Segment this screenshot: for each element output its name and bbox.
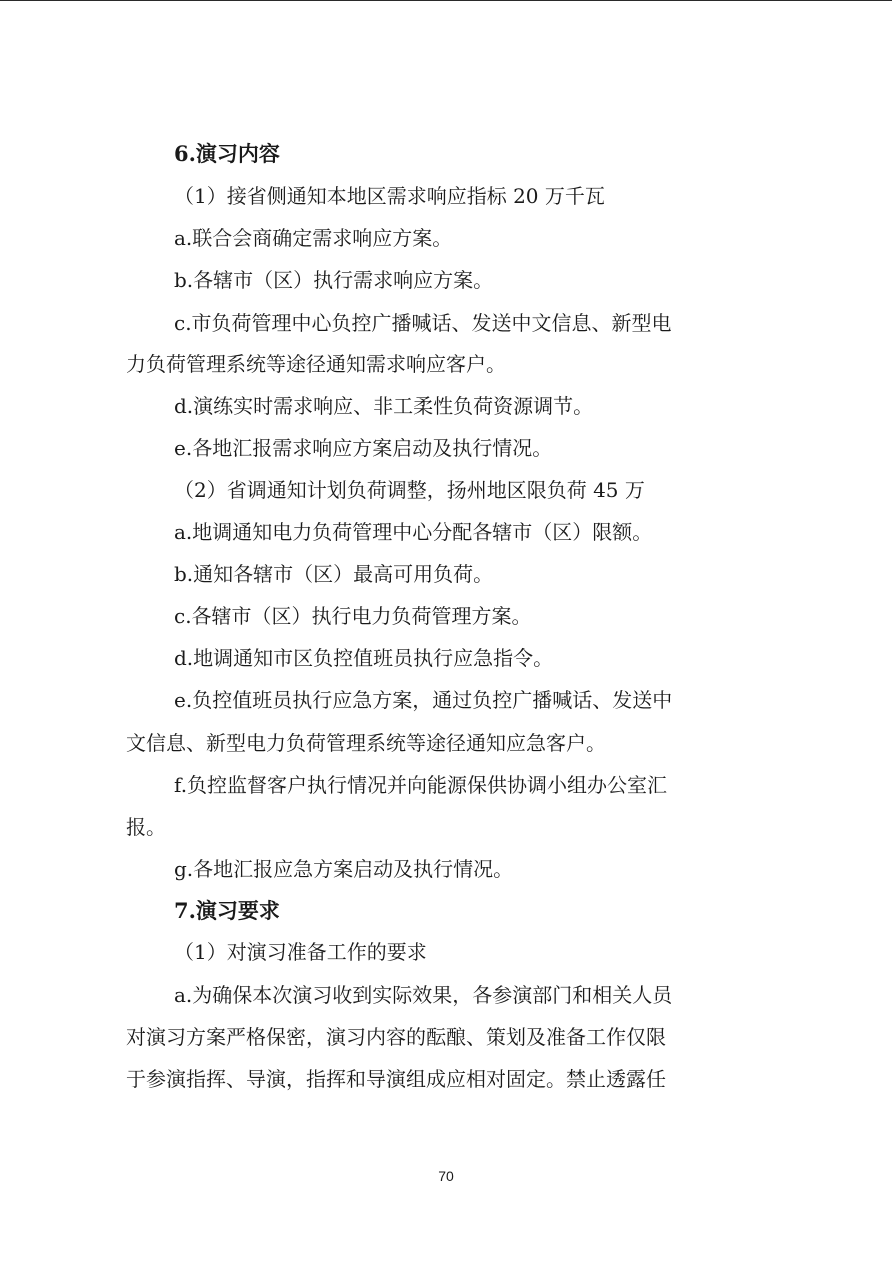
section-6-item-2-b: b.通知各辖市（区）最高可用负荷。 (174, 562, 494, 586)
section-7-item-1-a-line-3: 于参演指挥、导演，指挥和导演组成应相对固定。禁止透露任 (126, 1067, 666, 1091)
section-6-item-1-title: （1）接省侧通知本地区需求响应指标 20 万千瓦 (174, 184, 605, 208)
section-6-heading: 6.演习内容 (174, 141, 280, 166)
section-7-item-1-title: （1）对演习准备工作的要求 (174, 940, 427, 964)
section-6-item-1-e: e.各地汇报需求响应方案启动及执行情况。 (174, 436, 553, 460)
section-6-item-1-d: d.演练实时需求响应、非工柔性负荷资源调节。 (174, 394, 594, 418)
section-6-item-1-a: a.联合会商确定需求响应方案。 (174, 226, 453, 250)
section-6-item-2-f-line-2: 报。 (126, 815, 166, 839)
section-6-item-2-g: g.各地汇报应急方案启动及执行情况。 (174, 857, 514, 881)
section-6-item-2-c: c.各辖市（区）执行电力负荷管理方案。 (174, 604, 532, 628)
section-6-item-2-f-line-1: f.负控监督客户执行情况并向能源保供协调小组办公室汇 (174, 773, 668, 797)
section-7-item-1-a-line-2: 对演习方案严格保密，演习内容的酝酿、策划及准备工作仅限 (126, 1025, 666, 1049)
section-6-item-2-title: （2）省调通知计划负荷调整，扬州地区限负荷 45 万 (174, 478, 645, 502)
section-6-item-2-e-line-1: e.负控值班员执行应急方案，通过负控广播喊话、发送中 (174, 688, 673, 712)
section-6-item-1-c-line-2: 力负荷管理系统等途径通知需求响应客户。 (126, 352, 506, 376)
section-7-heading: 7.演习要求 (174, 898, 280, 923)
section-6-item-2-d: d.地调通知市区负控值班员执行应急指令。 (174, 646, 554, 670)
section-6-item-2-a: a.地调通知电力负荷管理中心分配各辖市（区）限额。 (174, 520, 653, 544)
section-6-item-1-b: b.各辖市（区）执行需求响应方案。 (174, 268, 494, 292)
section-6-item-1-c-line-1: c.市负荷管理中心负控广播喊话、发送中文信息、新型电 (174, 311, 672, 335)
page-number: 70 (438, 1168, 454, 1184)
section-6-item-2-e-line-2: 文信息、新型电力负荷管理系统等途径通知应急客户。 (126, 731, 606, 755)
section-7-item-1-a-line-1: a.为确保本次演习收到实际效果，各参演部门和相关人员 (174, 983, 673, 1007)
